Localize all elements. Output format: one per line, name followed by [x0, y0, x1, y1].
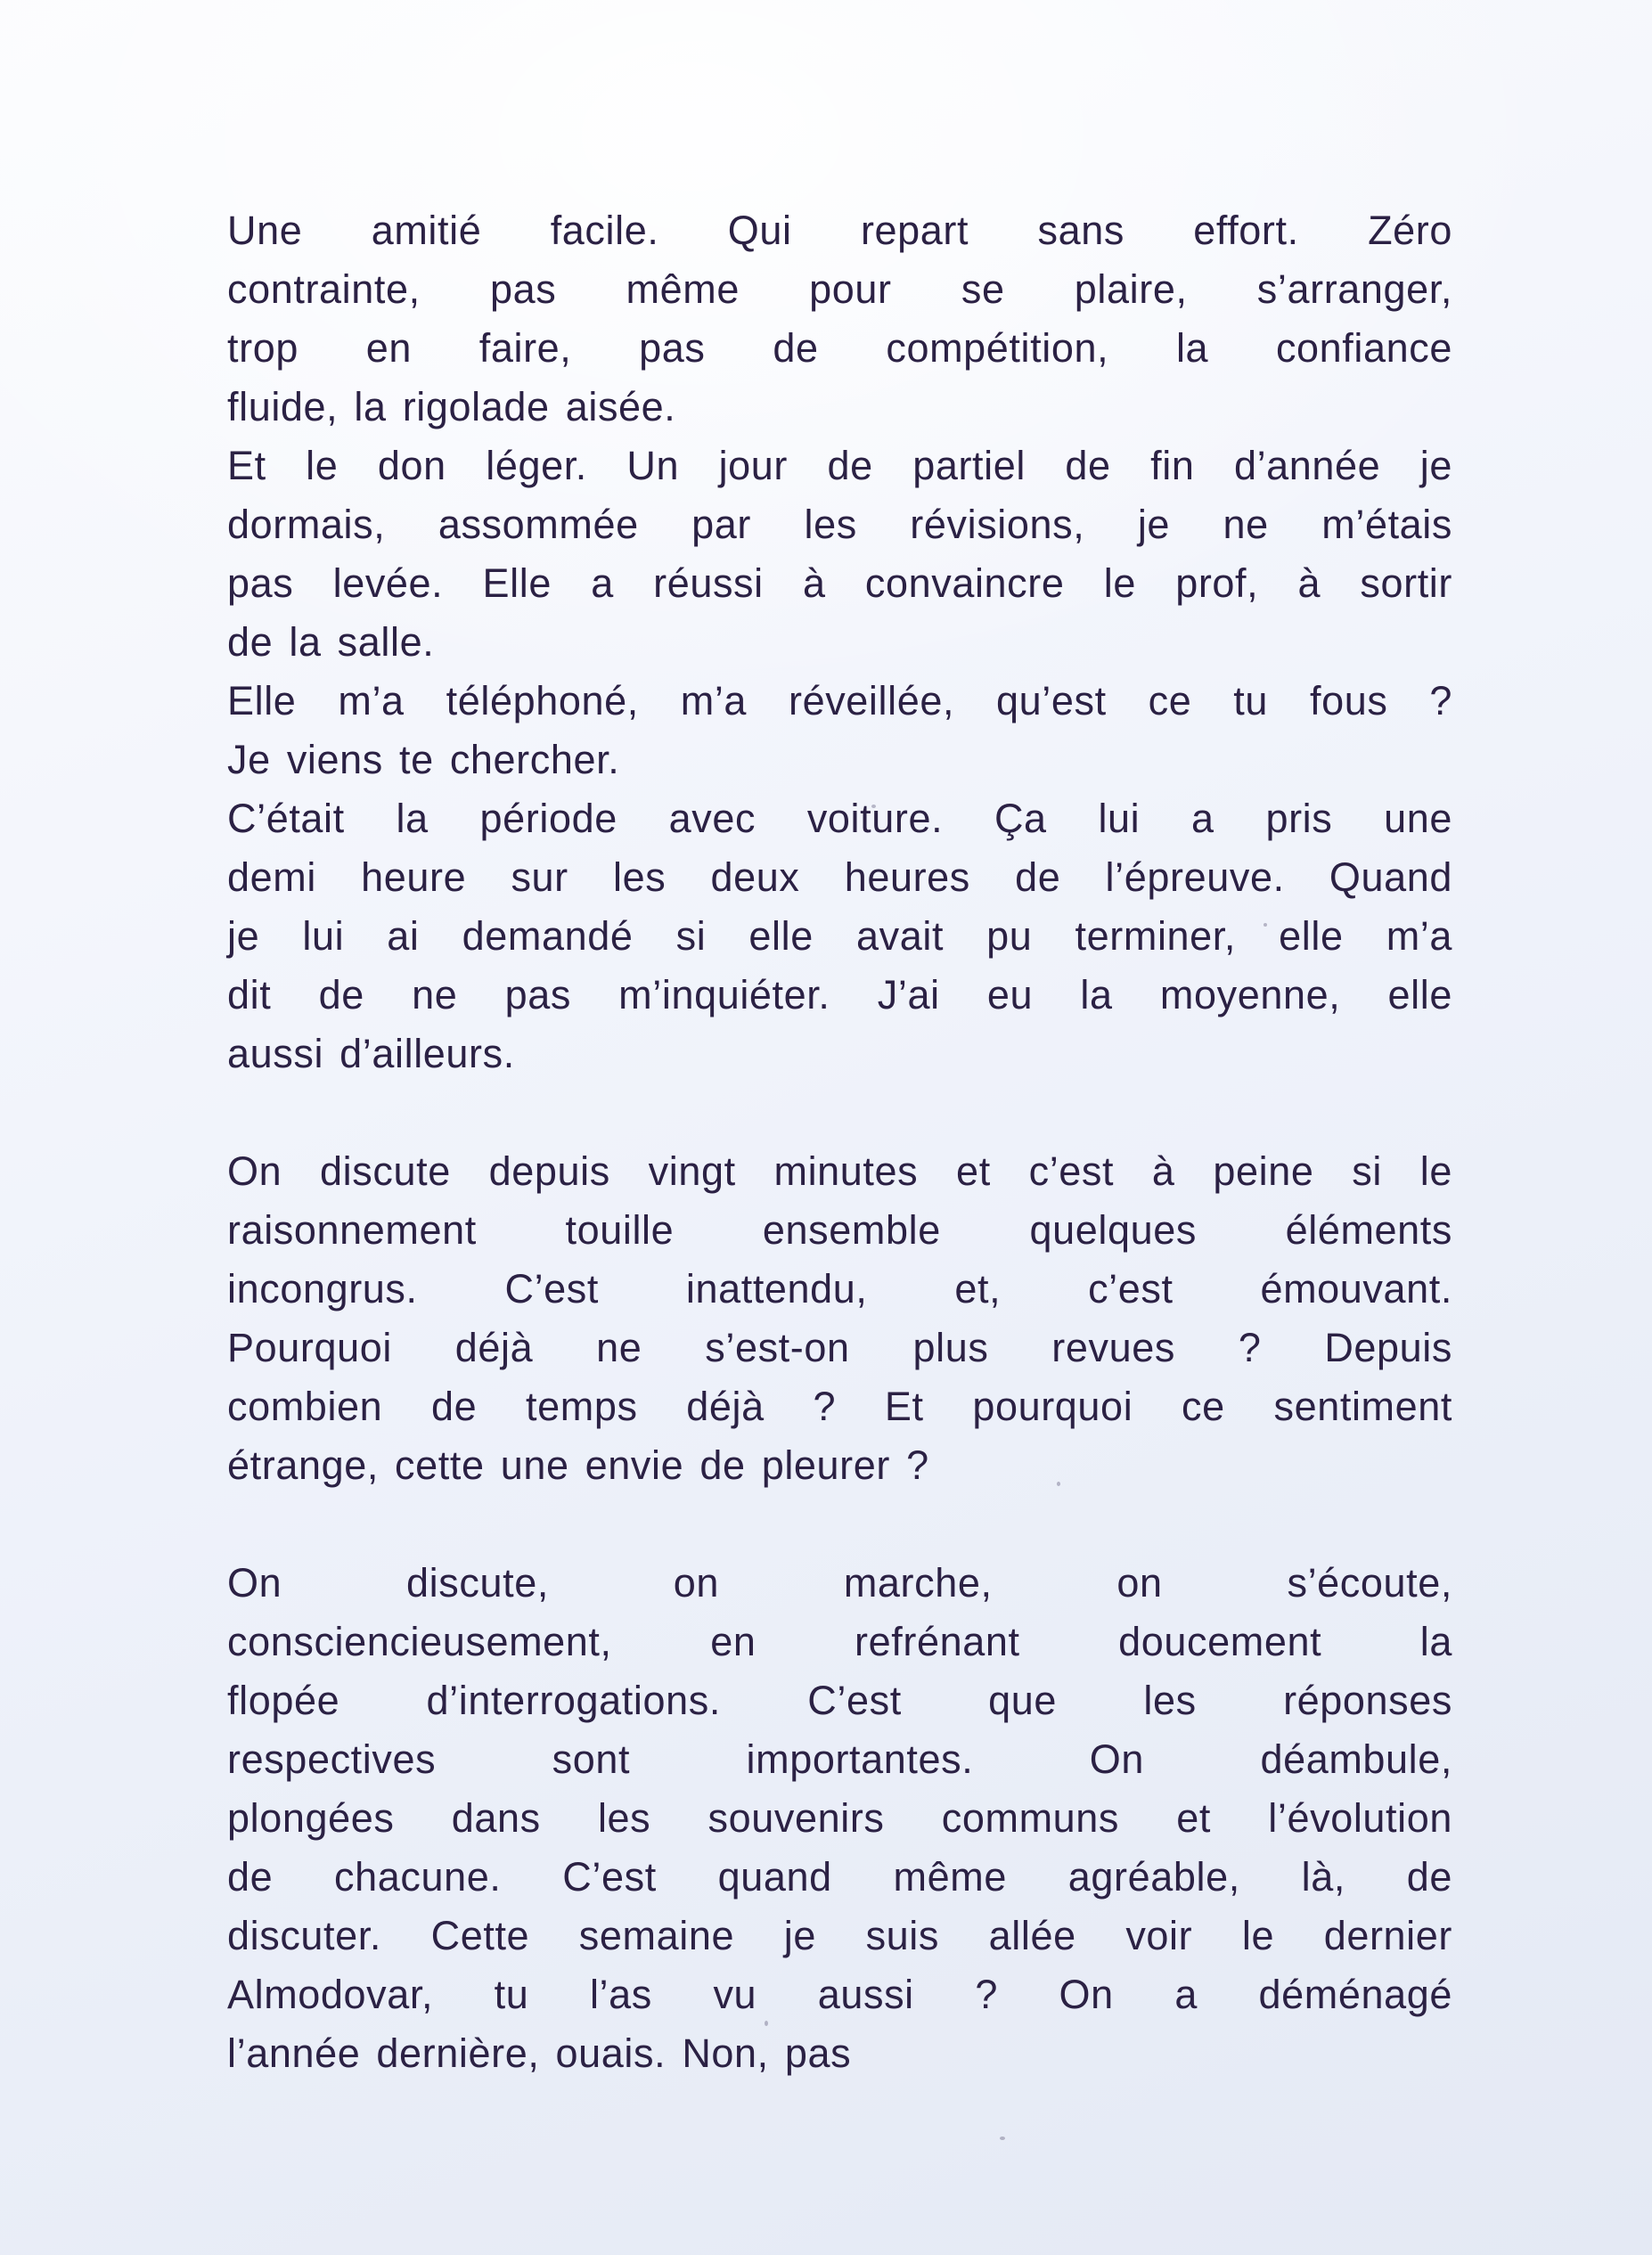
text-line: dormais, assommée par les révisions, je ne m’étais	[227, 502, 1452, 547]
paragraph-1	[227, 201, 1452, 437]
text-line: On discute depuis vingt minutes et c’est à peine si le	[227, 1148, 1452, 1194]
text-line: Elle m’a téléphoné, m’a réveillée, qu’est ce tu fous ?	[227, 678, 1452, 723]
paragraph-6	[227, 1554, 1452, 2083]
text-line: incongrus. C’est inattendu, et, c’est émouvant.	[227, 1266, 1452, 1311]
text-line: aussi d’ailleurs.	[227, 1031, 515, 1076]
text-line: fluide, la rigolade aisée.	[227, 384, 676, 429]
text-line: de chacune. C’est quand même agréable, là, de	[227, 1854, 1452, 1900]
text-line: demi heure sur les deux heures de l’épreuve. Quand	[227, 854, 1452, 900]
text-line: étrange, cette une envie de pleurer ?	[227, 1442, 929, 1488]
text-line: combien de temps déjà ? Et pourquoi ce sentiment	[227, 1384, 1452, 1429]
page-text	[227, 201, 1452, 2083]
text-line: Une amitié facile. Qui repart sans effort. Zéro	[227, 208, 1452, 253]
text-line: discuter. Cette semaine je suis allée voir le dernier	[227, 1913, 1452, 1958]
text-line: consciencieusement, en refrénant doucement la	[227, 1619, 1452, 1664]
dust-speck	[871, 805, 876, 808]
text-line: l’année dernière, ouais. Non, pas	[227, 2030, 852, 2076]
text-line: je lui ai demandé si elle avait pu terminer, elle m’a	[227, 913, 1452, 959]
text-line: Je viens te chercher.	[227, 737, 620, 782]
text-line: flopée d’interrogations. C’est que les réponses	[227, 1678, 1452, 1723]
paragraph-2	[227, 437, 1452, 672]
text-line: contrainte, pas même pour se plaire, s’arranger,	[227, 266, 1452, 312]
text-line: plongées dans les souvenirs communs et l’évolution	[227, 1795, 1452, 1841]
dust-speck	[765, 2021, 768, 2026]
text-line: Et le don léger. Un jour de partiel de fin d’année je	[227, 443, 1452, 488]
dust-speck	[1057, 1482, 1060, 1486]
text-line: de la salle.	[227, 619, 435, 665]
text-line: C’était la période avec voiture. Ça lui a pris une	[227, 796, 1452, 841]
dust-speck	[1264, 923, 1267, 927]
paragraph-4	[227, 789, 1452, 1083]
text-line: respectives sont importantes. On déambule,	[227, 1736, 1452, 1782]
paragraph-3	[227, 672, 1452, 789]
text-line: On discute, on marche, on s’écoute,	[227, 1560, 1452, 1605]
text-line: trop en faire, pas de compétition, la confiance	[227, 325, 1452, 371]
text-line: raisonnement touille ensemble quelques éléments	[227, 1207, 1452, 1253]
text-line: pas levée. Elle a réussi à convaincre le prof, à sortir	[227, 560, 1452, 606]
text-line: dit de ne pas m’inquiéter. J’ai eu la moyenne, elle	[227, 972, 1452, 1017]
text-line: Pourquoi déjà ne s’est-on plus revues ? Depuis	[227, 1325, 1452, 1370]
paragraph-5	[227, 1142, 1452, 1495]
dust-speck	[1000, 2137, 1005, 2140]
text-line: Almodovar, tu l’as vu aussi ? On a déménagé	[227, 1972, 1452, 2017]
